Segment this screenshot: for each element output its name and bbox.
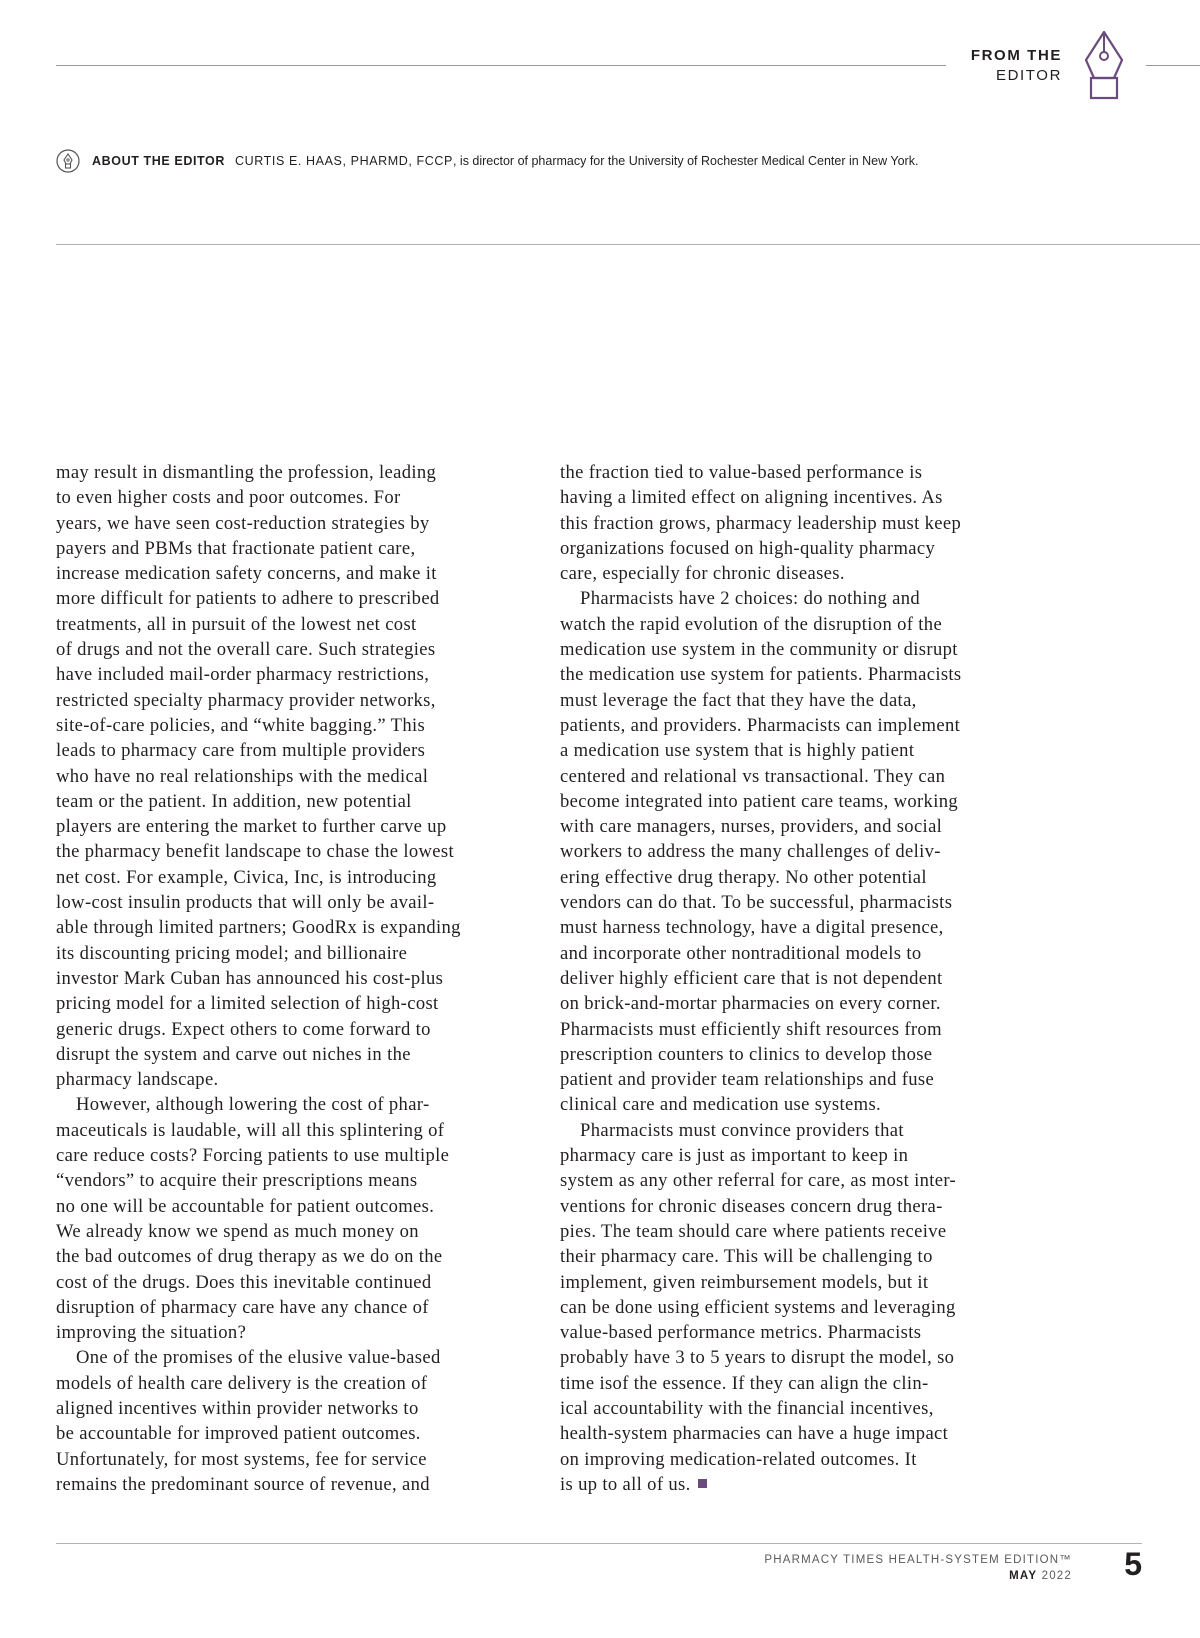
article-paragraph: One of the promises of the elusive value-based models of health care delivery is the creation of aligned incentives within provider networks to be accountable for improved patient outcomes. Unfortunately, for most systems, fee for service remains the predominant source of revenue, and xyxy=(56,1347,441,1495)
article-paragraph: may result in dismantling the profession, leading to even higher costs and poor outcomes. For years, we have seen cost-reduction strategies by payers and PBMs that fractionate patient care, increase medication safety concerns, and make it more difficult for patients to adhere to prescribed treatments, all in pursuit of the lowest net cost of drugs and not the overall care. Such strategies have included mail-order pharmacy restrictions, restricted specialty pharmacy provider networks, site-of-care policies, and “white bagging.” This leads to pharmacy care from multiple providers who have no real relationships with the medical team or the patient. In addition, new potential players are entering the market to further carve up the pharmacy benefit landscape to chase the lowest net cost. For example, Civica, Inc, is introducing low-cost insulin products that will only be avail- able through limited partners; GoodRx is expanding its discounting pricing model; and billionaire investor Mark Cuban has announced his cost-plus pricing model for a limited selection of high-cost generic drugs. Expect others to come forward to disrupt the system and carve out niches in the pharmacy landscape. xyxy=(56,462,461,1091)
about-the-editor xyxy=(56,149,918,173)
footer-rule xyxy=(56,1543,1142,1544)
issue-month: MAY xyxy=(1009,1570,1038,1582)
issue-date xyxy=(1009,1570,1072,1582)
editor-bio: , is director of pharmacy for the University of Rochester Medical Center in New York. xyxy=(452,154,919,168)
header-rule-right xyxy=(1146,65,1200,66)
article-paragraph-text: Pharmacists must convince providers that pharmacy care is just as important to keep in system as any other referral for care, as most inter- ventions for chronic diseases concern drug thera- pies. The team should care where patients receive their pharmacy care. This will be challenging to implement, given reimbursement models, but it can be done using efficient systems and leveraging value-based performance metrics. Pharmacists probably have 3 to 5 years to disrupt the model, so time isof the essence. If they can align the clin- ical accountability with the financial incentives, health-system pharmacies can have a huge impact on improving medication-related outcomes. It is up to all of us. xyxy=(560,1119,957,1495)
article-paragraph: However, although lowering the cost of phar- maceuticals is laudable, will all this splintering of care reduce costs? Forcing patients to use multiple “vendors” to acquire their prescriptions means no one will be accountable for patient outcomes. We already know we spend as much money on the bad outcomes of drug therapy as we do on the cost of the drugs. Does this inevitable continued disruption of pharmacy care have any chance of improving the situation? xyxy=(56,1094,450,1344)
publication-info xyxy=(764,1552,1072,1584)
editor-name: CURTIS E. HAAS, PHARMD, FCCP xyxy=(234,154,453,168)
pen-nib-icon xyxy=(1082,30,1126,102)
about-rule xyxy=(56,244,1200,245)
pen-nib-badge-icon xyxy=(56,149,80,173)
about-label: ABOUT THE EDITOR xyxy=(92,154,225,168)
page-number: 5 xyxy=(1124,1546,1142,1582)
article-paragraph-final xyxy=(560,1118,1050,1497)
end-mark-icon xyxy=(698,1479,707,1488)
publication-title: PHARMACY TIMES HEALTH-SYSTEM EDITION™ xyxy=(764,1554,1072,1566)
section-label-line2: EDITOR xyxy=(996,67,1062,84)
section-label xyxy=(971,46,1062,86)
article-column-right xyxy=(560,460,1050,1497)
section-label-line1: FROM THE xyxy=(970,47,1062,64)
header-rule xyxy=(56,65,946,66)
article-column-left xyxy=(56,460,546,1497)
article-paragraph: the fraction tied to value-based performance is having a limited effect on aligning incentives. As this fraction grows, pharmacy leadership must keep organizations focused on high-quality pharmacy care, especially for chronic diseases. xyxy=(560,462,962,585)
article-paragraph: Pharmacists have 2 choices: do nothing and watch the rapid evolution of the disruption of the medication use system in the community or disrupt the medication use system for patients. Pharmacists must leverage the fact that they have the data, patients, and providers. Pharmacists can implement a medication use system that is highly patient centered and relational vs transactional. They can become integrated into patient care teams, working with care managers, nurses, providers, and social workers to address the many challenges of deliv- ering effective drug therapy. No other potential vendors can do that. To be successful, pharmacists must harness technology, have a digital presence, and incorporate other nontraditional models to deliver highly efficient care that is not dependent on brick-and-mortar pharmacies on every corner. Pharmacists must efficiently shift resources from prescription counters to clinics to develop those patient and provider team relationships and fuse clinical care and medication use systems. xyxy=(560,588,962,1116)
issue-year: 2022 xyxy=(1041,1570,1072,1582)
